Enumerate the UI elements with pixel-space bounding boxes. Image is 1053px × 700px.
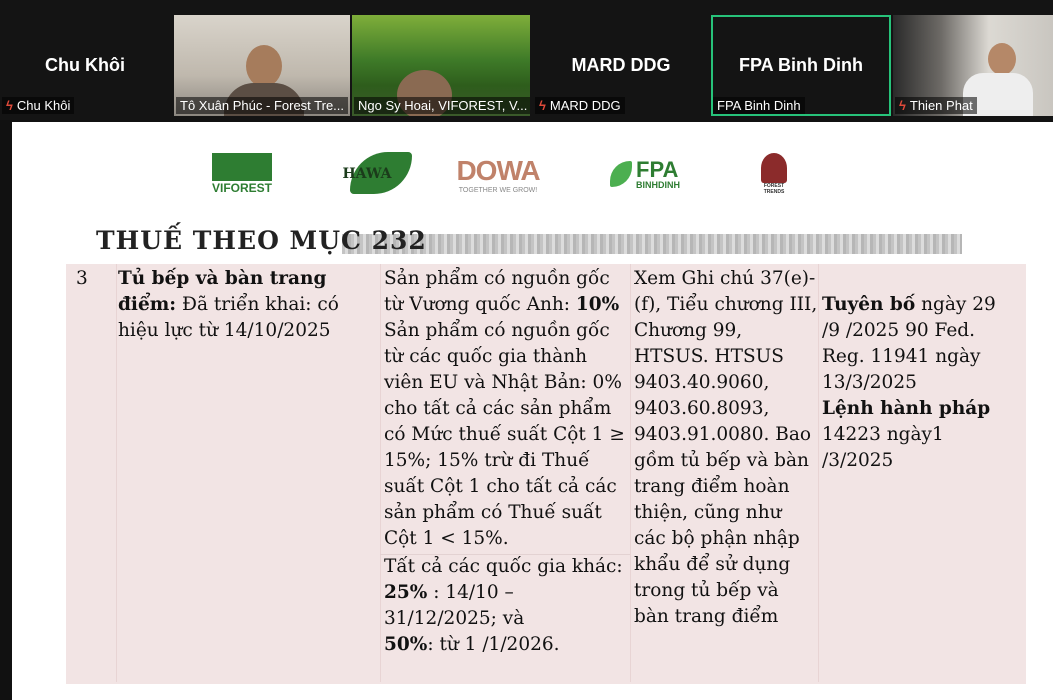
decorative-bar (342, 234, 962, 254)
shared-slide (12, 122, 1053, 700)
column-divider (818, 264, 819, 682)
viforest-emblem-icon (212, 153, 272, 181)
fpa-binhdinh-logo: FPA BINHDINH (600, 146, 690, 202)
forest-trends-logo: FOREST TRENDS (754, 146, 794, 202)
participant-strip (0, 0, 1053, 120)
row-number: 3 (76, 268, 88, 289)
participant-name-display: Chu Khôi (45, 55, 125, 75)
participant-tile-mard-ddg[interactable] (533, 15, 709, 116)
participant-name-display: FPA Binh Dinh (739, 55, 863, 75)
participant-name-display: MARD DDG (571, 55, 671, 75)
hts-note-cell: Xem Ghi chú 37(e)-(f), Tiểu chương III, Chương 99, HTSUS. HTSUS 9403.40.9060, 9403.60.8093, 9403.91.0080. Bao gồm tủ bếp và bàn trang điểm hoàn thiện, cũng như các bộ phận nhập khẩu để sử dụng trong tủ bếp và bàn trang điểm (634, 268, 818, 627)
viforest-logo: VIFOREST (202, 146, 282, 202)
mic-muted-icon: ϟ (899, 98, 906, 113)
participant-tile-thien-phat[interactable] (893, 15, 1053, 116)
logo-row (12, 146, 1053, 206)
participant-tile-fpa-binh-dinh[interactable] (711, 15, 891, 116)
participant-label: ϟ Chu Khôi (2, 97, 74, 114)
participant-tile-chu-khoi[interactable] (0, 15, 170, 116)
participant-tile-ngo-sy-hoai[interactable] (352, 15, 530, 116)
dowa-logo: DOWA TOGETHER WE GROW! (456, 154, 540, 194)
participant-label: Ngo Sy Hoai, VIFOREST, V... (354, 97, 530, 114)
person-video (988, 43, 1016, 75)
participant-label: ϟ Thien Phat (895, 97, 977, 114)
legal-basis-cell: Tuyên bố ngày 29 /9 /2025 90 Fed. Reg. 11941 ngày 13/3/2025 Lệnh hành pháp 14223 ngày1 /3/2025 (822, 294, 996, 471)
person-video (246, 45, 282, 87)
slide-heading: THUẾ THEO MỤC 232 (96, 226, 427, 255)
participant-label: FPA Binh Dinh (713, 97, 805, 114)
participant-label: ϟ MARD DDG (535, 97, 625, 114)
column-divider (116, 264, 117, 682)
mic-muted-icon: ϟ (6, 98, 13, 113)
tree-icon (761, 153, 787, 183)
column-divider (380, 264, 381, 682)
participant-tile-to-xuan-phuc[interactable] (174, 15, 350, 116)
fpa-leaf-icon (610, 161, 632, 187)
mic-muted-icon: ϟ (539, 98, 546, 113)
participant-label: Tô Xuân Phúc - Forest Tre... (176, 97, 348, 114)
rate-cell-other: Tất cả các quốc gia khác: 25% : 14/10 – 31/12/2025; và 50%: từ 1 /1/2026. (384, 556, 623, 655)
hawa-logo: HAWA (322, 146, 412, 202)
product-cell: Tủ bếp và bàn trang điểm: Đã triển khai: có hiệu lực từ 14/10/2025 (118, 268, 339, 341)
rate-cell-eu-uk: Sản phẩm có nguồn gốc từ Vương quốc Anh: 10% Sản phẩm có nguồn gốc từ các quốc gia thành viên EU và Nhật Bản: 0% cho tất cả các sản phẩm có Mức thuế suất Cột 1 ≥ 15%; 15% trừ đi Thuế suất Cột 1 cho tất cả các sản phẩm có Thuế suất Cột 1 < 15%. (384, 268, 625, 549)
